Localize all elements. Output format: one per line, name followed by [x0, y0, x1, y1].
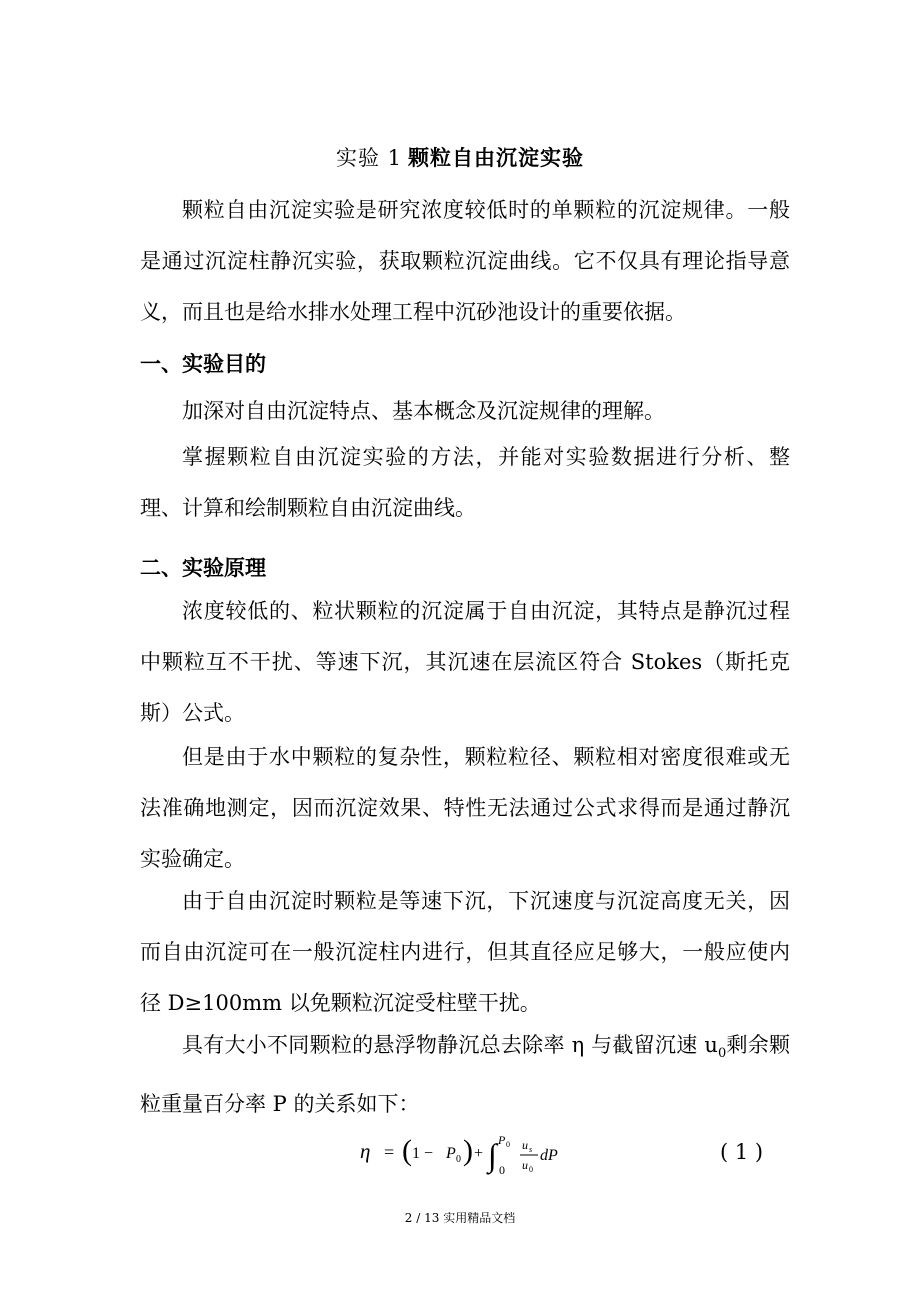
formula-eta: η — [360, 1139, 371, 1163]
section2-heading: 二、实验原理 — [140, 555, 266, 580]
formula-equals: = — [384, 1142, 395, 1162]
formula-u0: u — [522, 1158, 528, 1172]
intro-paragraph: 颗粒自由沉淀实验是研究浓度较低时的单颗粒的沉淀规律。一般是通过沉淀柱静沉实验，获取颗粒沉淀曲线。它不仅具有理论指导意义，而且也是给水排水处理工程中沉砂池设计的重要依据。 — [140, 198, 790, 324]
title-main: 颗粒自由沉淀实验 — [408, 145, 585, 170]
section1-heading: 一、实验目的 — [140, 351, 266, 376]
section2-paragraph-1: 浓度较低的、粒状颗粒的沉淀属于自由沉淀，其特点是静沉过程中颗粒互不干扰、等速下沉，其沉速在层流区符合 Stokes（斯托克斯）公式。 — [140, 599, 790, 725]
formula-equation — [360, 1122, 600, 1182]
formula-close-paren: ) — [463, 1134, 473, 1167]
section1-paragraph-2: 掌握颗粒自由沉淀实验的方法，并能对实验数据进行分析、整理、计算和绘制颗粒自由沉淀曲线。 — [140, 445, 790, 520]
formula-integral-sign: ∫ — [488, 1137, 497, 1173]
p4-text-before: 具有大小不同颗粒的悬浮物静沉总去除率 η 与截留沉速 u — [182, 1033, 718, 1057]
document-title — [0, 142, 920, 172]
section2-paragraph-4 — [140, 1020, 790, 1130]
section2-paragraph-2: 但是由于水中颗粒的复杂性，颗粒粒径、颗粒相对密度很难或无法准确地测定，因而沉淀效果、特性无法通过公式求得而是通过静沉实验确定。 — [140, 745, 790, 871]
formula-p-sub: 0 — [456, 1154, 461, 1165]
formula-one-minus: 1 − — [412, 1145, 434, 1162]
page-footer: 2 / 13 实用精品文档 — [404, 1211, 516, 1225]
formula-number: ( 1 ) — [720, 1140, 764, 1164]
formula-lower-limit: 0 — [499, 1163, 505, 1177]
formula-p: P — [446, 1145, 456, 1162]
formula-u0-sub: 0 — [529, 1165, 533, 1174]
title-prefix: 实验 1 — [335, 146, 403, 170]
p4-text-after: 剩余颗粒重量百分率 P 的关系如下： — [140, 1033, 791, 1116]
formula-us: u — [522, 1138, 528, 1152]
section2-paragraph-3: 由于自由沉淀时颗粒是等速下沉，下沉速度与沉淀高度无关，因而自由沉淀可在一般沉淀柱内进行，但其直径应足够大，一般应使内径 D≥100mm 以免颗粒沉淀受柱壁干扰。 — [140, 889, 790, 1015]
formula-upper-limit-p: P — [498, 1133, 506, 1147]
formula-upper-limit-sub: 0 — [506, 1140, 510, 1149]
p4-subscript: 0 — [717, 1046, 727, 1061]
formula-plus: + — [474, 1145, 484, 1162]
formula-us-sub: s — [529, 1145, 533, 1154]
formula-dp: dP — [540, 1147, 558, 1164]
section1-paragraph-1: 加深对自由沉淀特点、基本概念及沉淀规律的理解。 — [182, 399, 665, 423]
formula-open-paren: ( — [402, 1134, 412, 1167]
